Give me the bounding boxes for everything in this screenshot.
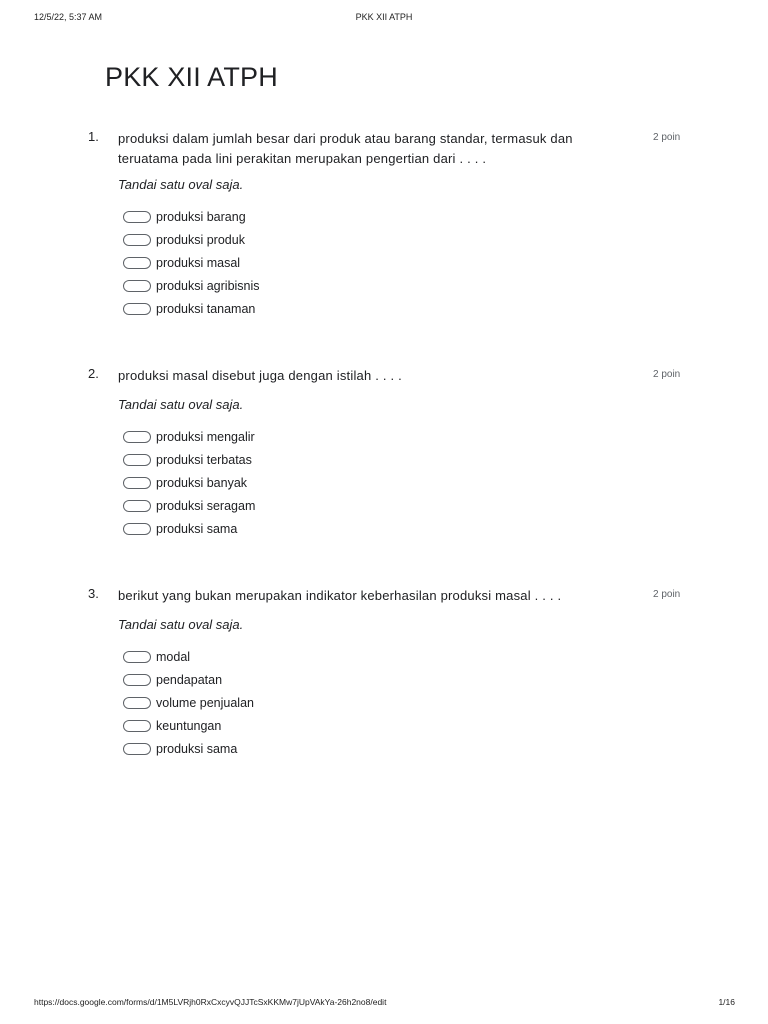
radio-oval-icon[interactable] [123,500,151,512]
radio-oval-icon[interactable] [123,211,151,223]
option-item[interactable] [123,252,260,275]
question-points: 2 poin [653,369,681,380]
radio-oval-icon[interactable] [123,431,151,443]
form-title: PKK XII ATPH [105,62,278,92]
option-label: produksi banyak [156,475,248,490]
option-list [123,206,260,320]
option-item[interactable] [123,449,255,472]
option-list [123,426,255,540]
option-label: modal [156,650,191,665]
radio-oval-icon[interactable] [123,280,151,292]
option-label: produksi produk [156,233,245,248]
radio-oval-icon[interactable] [123,743,151,755]
option-item[interactable] [123,426,255,449]
question-hint: Tandai satu oval saja. [118,397,244,412]
option-item[interactable] [123,297,260,320]
option-label: produksi sama [156,741,238,756]
option-item[interactable] [123,646,254,669]
radio-oval-icon[interactable] [123,674,151,686]
question-points: 2 poin [653,589,681,600]
question-hint: Tandai satu oval saja. [118,177,244,192]
option-label: produksi barang [156,210,246,225]
option-label: produksi tanaman [156,301,256,316]
radio-oval-icon[interactable] [123,303,151,315]
radio-oval-icon[interactable] [123,720,151,732]
radio-oval-icon[interactable] [123,454,151,466]
question-text: produksi masal disebut juga dengan istilah . . . . [118,368,402,383]
option-label: produksi seragam [156,498,256,513]
option-item[interactable] [123,517,255,540]
print-title: PKK XII ATPH [355,12,413,22]
option-item[interactable] [123,692,254,715]
option-list [123,646,254,760]
option-item[interactable] [123,229,260,252]
option-label: produksi mengalir [156,430,255,445]
option-label: produksi terbatas [156,453,252,468]
page-url: https://docs.google.com/forms/d/1M5LVRjh0RxCxcyvQJJTcSxKKMw7jUpVAkYa-26h2no8/edit [34,997,387,1007]
option-label: produksi agribisnis [156,278,260,293]
option-item[interactable] [123,669,254,692]
radio-oval-icon[interactable] [123,234,151,246]
question-number: 3. [88,586,99,601]
radio-oval-icon[interactable] [123,697,151,709]
option-label: produksi masal [156,255,241,270]
radio-oval-icon[interactable] [123,523,151,535]
radio-oval-icon[interactable] [123,651,151,663]
option-label: pendapatan [156,673,223,688]
question-number: 2. [88,366,99,381]
print-footer [0,997,768,1011]
print-header [0,12,768,26]
option-label: volume penjualan [156,695,254,710]
option-item[interactable] [123,494,255,517]
question-points: 2 poin [653,132,681,143]
print-datetime: 12/5/22, 5:37 AM [34,12,103,22]
question-number: 1. [88,129,99,144]
question-text: produksi dalam jumlah besar dari produk atau barang standar, termasuk dan teruatama pada lini perakitan merupakan pengertian dari . . . . [118,131,573,166]
option-item[interactable] [123,274,260,297]
option-item[interactable] [123,206,260,229]
option-item[interactable] [123,737,254,760]
option-item[interactable] [123,714,254,737]
question-text: berikut yang bukan merupakan indikator keberhasilan produksi masal . . . . [118,588,562,603]
radio-oval-icon[interactable] [123,477,151,489]
option-label: keuntungan [156,718,222,733]
option-label: produksi sama [156,521,238,536]
radio-oval-icon[interactable] [123,257,151,269]
question-hint: Tandai satu oval saja. [118,617,244,632]
page-number: 1/16 [718,997,735,1007]
option-item[interactable] [123,472,255,495]
